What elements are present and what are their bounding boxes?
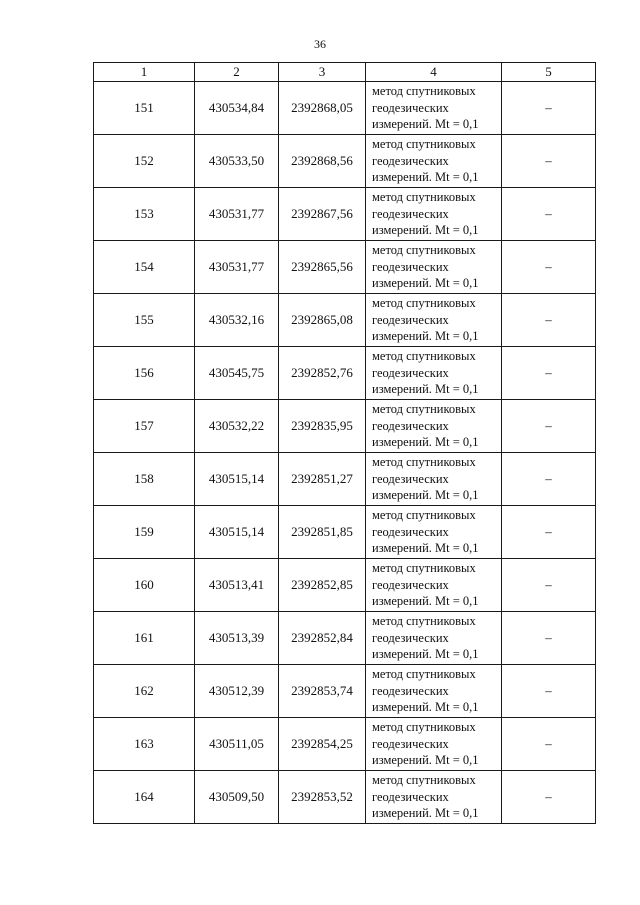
method-line: геодезических bbox=[372, 365, 449, 380]
y-coordinate-cell: 2392851,85 bbox=[279, 506, 366, 559]
point-number-cell: 163 bbox=[94, 718, 195, 771]
method-line: метод спутниковых bbox=[372, 296, 476, 311]
column-5-cell: – bbox=[502, 718, 596, 771]
column-5-cell: – bbox=[502, 135, 596, 188]
y-coordinate-cell: 2392867,56 bbox=[279, 188, 366, 241]
table-row bbox=[94, 135, 596, 188]
method-line: геодезических bbox=[372, 471, 449, 486]
point-number-cell: 159 bbox=[94, 506, 195, 559]
method-line: геодезических bbox=[372, 736, 449, 751]
point-number-cell: 162 bbox=[94, 665, 195, 718]
method-cell bbox=[366, 506, 502, 559]
method-cell bbox=[366, 612, 502, 665]
x-coordinate-cell: 430511,05 bbox=[195, 718, 279, 771]
method-cell bbox=[366, 665, 502, 718]
method-line: метод спутниковых bbox=[372, 614, 476, 629]
method-line: метод спутниковых bbox=[372, 137, 476, 152]
y-coordinate-cell: 2392865,56 bbox=[279, 241, 366, 294]
point-number-cell: 153 bbox=[94, 188, 195, 241]
point-number-cell: 151 bbox=[94, 82, 195, 135]
table-row bbox=[94, 718, 596, 771]
column-5-cell: – bbox=[502, 506, 596, 559]
method-cell bbox=[366, 82, 502, 135]
method-cell bbox=[366, 400, 502, 453]
table-row bbox=[94, 559, 596, 612]
method-line: геодезических bbox=[372, 577, 449, 592]
method-line: метод спутниковых bbox=[372, 349, 476, 364]
method-line: метод спутниковых bbox=[372, 773, 476, 788]
table-row bbox=[94, 294, 596, 347]
column-5-cell: – bbox=[502, 82, 596, 135]
y-coordinate-cell: 2392854,25 bbox=[279, 718, 366, 771]
column-header-3: 3 bbox=[279, 63, 366, 82]
method-line: измерений. Mt = 0,1 bbox=[372, 647, 479, 662]
method-line: измерений. Mt = 0,1 bbox=[372, 170, 479, 185]
column-5-cell: – bbox=[502, 188, 596, 241]
method-line: геодезических bbox=[372, 418, 449, 433]
method-line: геодезических bbox=[372, 100, 449, 115]
method-line: метод спутниковых bbox=[372, 190, 476, 205]
x-coordinate-cell: 430533,50 bbox=[195, 135, 279, 188]
column-5-cell: – bbox=[502, 400, 596, 453]
y-coordinate-cell: 2392852,76 bbox=[279, 347, 366, 400]
y-coordinate-cell: 2392868,56 bbox=[279, 135, 366, 188]
method-line: метод спутниковых bbox=[372, 508, 476, 523]
x-coordinate-cell: 430512,39 bbox=[195, 665, 279, 718]
x-coordinate-cell: 430532,22 bbox=[195, 400, 279, 453]
x-coordinate-cell: 430513,39 bbox=[195, 612, 279, 665]
x-coordinate-cell: 430509,50 bbox=[195, 771, 279, 824]
x-coordinate-cell: 430515,14 bbox=[195, 506, 279, 559]
x-coordinate-cell: 430515,14 bbox=[195, 453, 279, 506]
y-coordinate-cell: 2392852,84 bbox=[279, 612, 366, 665]
column-5-cell: – bbox=[502, 771, 596, 824]
method-line: измерений. Mt = 0,1 bbox=[372, 806, 479, 821]
column-5-cell: – bbox=[502, 453, 596, 506]
column-header-5: 5 bbox=[502, 63, 596, 82]
y-coordinate-cell: 2392868,05 bbox=[279, 82, 366, 135]
coordinates-table bbox=[93, 62, 596, 824]
method-line: геодезических bbox=[372, 259, 449, 274]
method-cell bbox=[366, 453, 502, 506]
method-cell bbox=[366, 559, 502, 612]
method-line: геодезических bbox=[372, 206, 449, 221]
table-row bbox=[94, 82, 596, 135]
column-header-2: 2 bbox=[195, 63, 279, 82]
method-line: измерений. Mt = 0,1 bbox=[372, 329, 479, 344]
column-header-4: 4 bbox=[366, 63, 502, 82]
method-line: метод спутниковых bbox=[372, 667, 476, 682]
column-5-cell: – bbox=[502, 612, 596, 665]
x-coordinate-cell: 430531,77 bbox=[195, 188, 279, 241]
point-number-cell: 157 bbox=[94, 400, 195, 453]
method-line: геодезических bbox=[372, 630, 449, 645]
x-coordinate-cell: 430545,75 bbox=[195, 347, 279, 400]
column-5-cell: – bbox=[502, 347, 596, 400]
method-line: измерений. Mt = 0,1 bbox=[372, 435, 479, 450]
y-coordinate-cell: 2392852,85 bbox=[279, 559, 366, 612]
point-number-cell: 158 bbox=[94, 453, 195, 506]
method-cell bbox=[366, 241, 502, 294]
table-header-row bbox=[94, 63, 596, 82]
method-line: метод спутниковых bbox=[372, 84, 476, 99]
point-number-cell: 156 bbox=[94, 347, 195, 400]
y-coordinate-cell: 2392835,95 bbox=[279, 400, 366, 453]
method-line: измерений. Mt = 0,1 bbox=[372, 488, 479, 503]
point-number-cell: 154 bbox=[94, 241, 195, 294]
method-cell bbox=[366, 135, 502, 188]
method-cell bbox=[366, 718, 502, 771]
method-line: метод спутниковых bbox=[372, 561, 476, 576]
y-coordinate-cell: 2392851,27 bbox=[279, 453, 366, 506]
column-5-cell: – bbox=[502, 665, 596, 718]
y-coordinate-cell: 2392853,52 bbox=[279, 771, 366, 824]
method-line: геодезических bbox=[372, 524, 449, 539]
table-row bbox=[94, 347, 596, 400]
point-number-cell: 161 bbox=[94, 612, 195, 665]
method-line: геодезических bbox=[372, 789, 449, 804]
point-number-cell: 164 bbox=[94, 771, 195, 824]
table-row bbox=[94, 665, 596, 718]
method-cell bbox=[366, 188, 502, 241]
method-cell bbox=[366, 771, 502, 824]
method-line: измерений. Mt = 0,1 bbox=[372, 117, 479, 132]
table-row bbox=[94, 188, 596, 241]
column-5-cell: – bbox=[502, 559, 596, 612]
table-row bbox=[94, 506, 596, 559]
method-line: геодезических bbox=[372, 312, 449, 327]
method-line: геодезических bbox=[372, 683, 449, 698]
table-row bbox=[94, 612, 596, 665]
method-cell bbox=[366, 294, 502, 347]
table-row bbox=[94, 771, 596, 824]
method-line: измерений. Mt = 0,1 bbox=[372, 276, 479, 291]
method-line: метод спутниковых bbox=[372, 402, 476, 417]
y-coordinate-cell: 2392865,08 bbox=[279, 294, 366, 347]
method-line: геодезических bbox=[372, 153, 449, 168]
table-body bbox=[94, 82, 596, 824]
x-coordinate-cell: 430531,77 bbox=[195, 241, 279, 294]
table-row bbox=[94, 400, 596, 453]
x-coordinate-cell: 430534,84 bbox=[195, 82, 279, 135]
column-5-cell: – bbox=[502, 241, 596, 294]
table-row bbox=[94, 241, 596, 294]
method-line: измерений. Mt = 0,1 bbox=[372, 594, 479, 609]
point-number-cell: 155 bbox=[94, 294, 195, 347]
method-line: измерений. Mt = 0,1 bbox=[372, 753, 479, 768]
column-5-cell: – bbox=[502, 294, 596, 347]
method-line: метод спутниковых bbox=[372, 720, 476, 735]
method-line: метод спутниковых bbox=[372, 243, 476, 258]
table-row bbox=[94, 453, 596, 506]
method-line: измерений. Mt = 0,1 bbox=[372, 700, 479, 715]
point-number-cell: 152 bbox=[94, 135, 195, 188]
method-line: метод спутниковых bbox=[372, 455, 476, 470]
x-coordinate-cell: 430513,41 bbox=[195, 559, 279, 612]
x-coordinate-cell: 430532,16 bbox=[195, 294, 279, 347]
point-number-cell: 160 bbox=[94, 559, 195, 612]
method-line: измерений. Mt = 0,1 bbox=[372, 541, 479, 556]
page-number: 36 bbox=[314, 37, 326, 51]
method-line: измерений. Mt = 0,1 bbox=[372, 223, 479, 238]
y-coordinate-cell: 2392853,74 bbox=[279, 665, 366, 718]
method-line: измерений. Mt = 0,1 bbox=[372, 382, 479, 397]
method-cell bbox=[366, 347, 502, 400]
column-header-1: 1 bbox=[94, 63, 195, 82]
